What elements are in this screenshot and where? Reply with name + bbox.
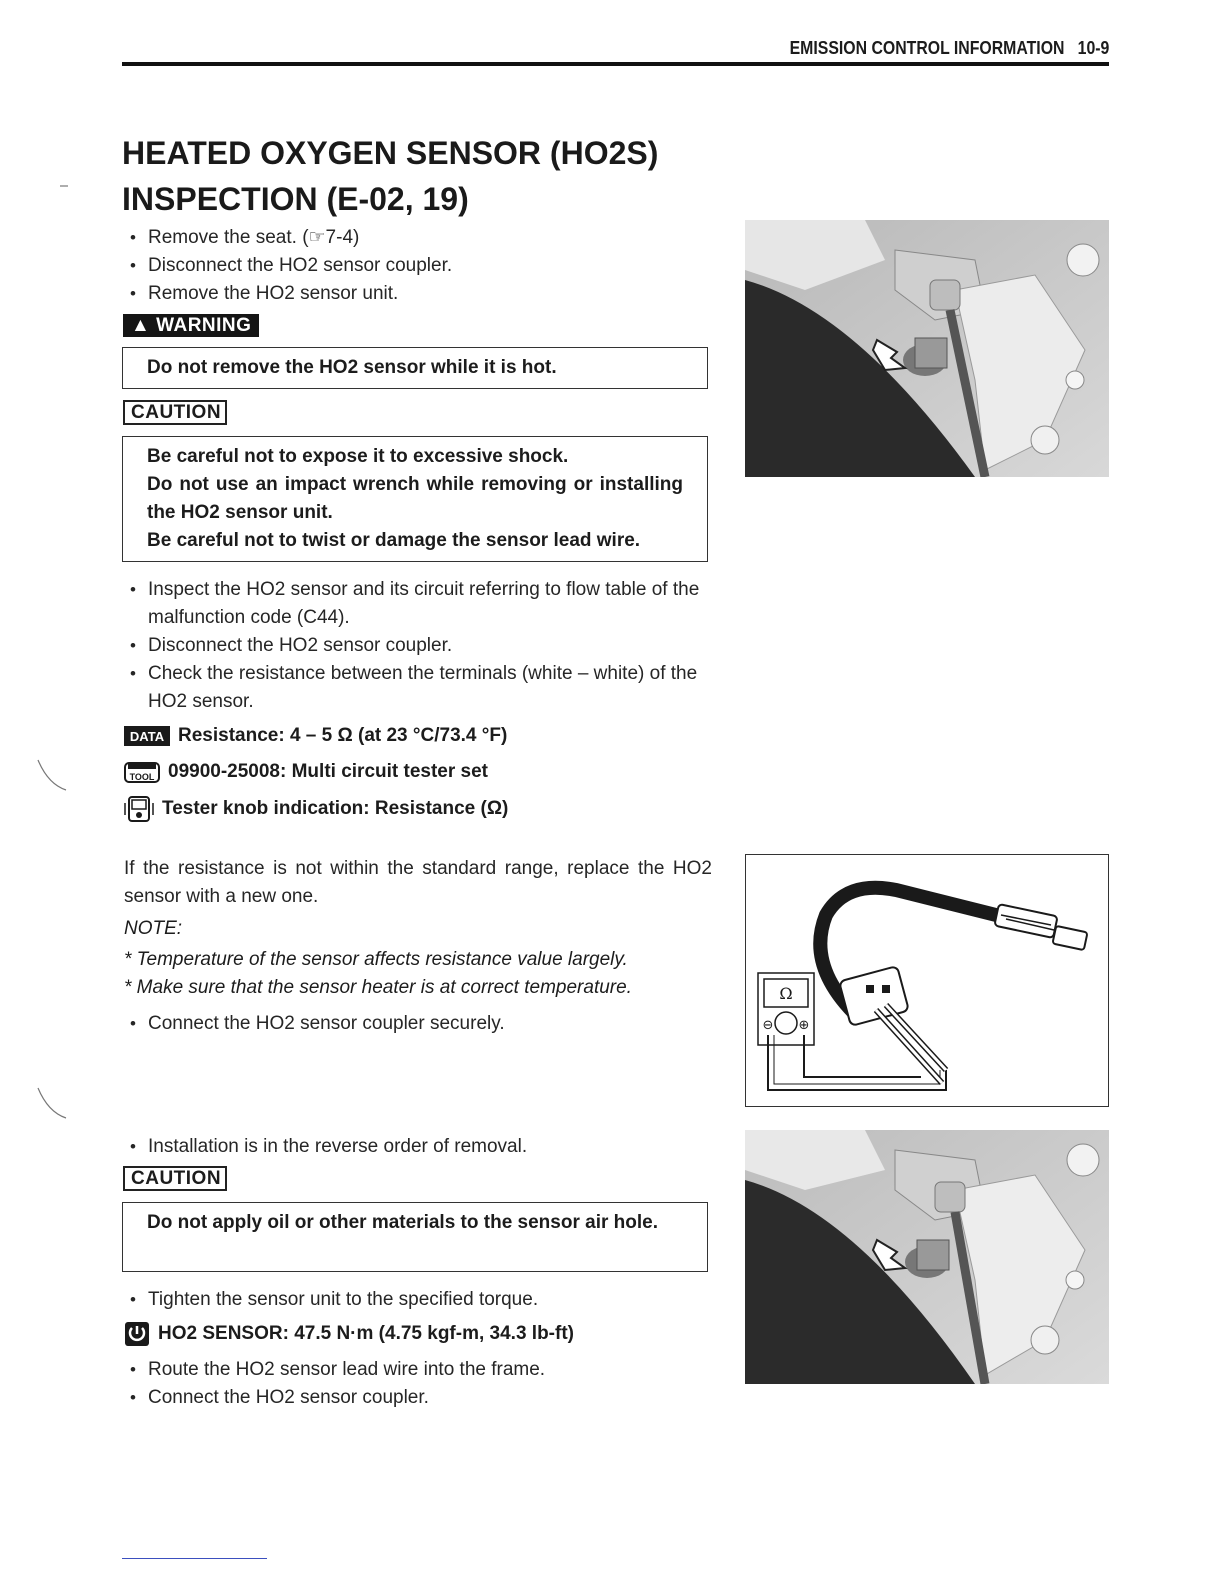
torque-text: HO2 SENSOR: 47.5 N·m (4.75 kgf-m, 34.3 lb-ft) [158, 1323, 574, 1344]
engine-photo-illustration [745, 220, 1109, 477]
knob-text: Tester knob indication: Resistance (Ω) [162, 798, 509, 819]
note-line: * Temperature of the sensor affects resistance value largely. [124, 949, 628, 970]
caution-box [122, 436, 708, 562]
title-line-1: HEATED OXYGEN SENSOR (HO2S) [122, 135, 659, 171]
caution-label: CAUTION [123, 402, 227, 424]
warning-text: Do not remove the HO2 sensor while it is hot. [147, 357, 557, 378]
final-steps [124, 1356, 704, 1412]
inspection-steps [124, 576, 716, 716]
list-item: • Check the resistance between the terminals (white – white) of the HO2 sensor. [124, 660, 716, 716]
list-item: • Disconnect the HO2 sensor coupler. [124, 632, 716, 660]
note-label: NOTE: [124, 918, 183, 939]
list-item: • Remove the seat. (☞7-4) [124, 224, 704, 252]
list-item: • Tighten the sensor unit to the specified torque. [124, 1286, 704, 1314]
caution-label-2: CAUTION [123, 1168, 227, 1190]
removal-steps [124, 224, 704, 308]
list-item: • Connect the HO2 sensor coupler securely. [124, 1010, 704, 1038]
margin-marks [30, 180, 70, 1140]
replace-paragraph: If the resistance is not within the standard range, replace the HO2 sensor with a new one. [124, 858, 712, 907]
svg-text:TOOL: TOOL [129, 772, 155, 782]
list-item: • Disconnect the HO2 sensor coupler. [124, 252, 704, 280]
torque-spec [124, 1321, 574, 1347]
footer-rule [122, 1558, 267, 1559]
caution-line: Do not use an impact wrench while removing or installing the HO2 sensor unit. [147, 474, 683, 523]
list-item: • Remove the HO2 sensor unit. [124, 280, 704, 308]
title-line-2: INSPECTION (E-02, 19) [122, 181, 469, 217]
install-step [124, 1133, 704, 1161]
ohm-symbol: Ω [779, 984, 793, 1003]
caution-box-2 [122, 1202, 708, 1272]
tester-diagram [745, 854, 1109, 1107]
resistance-text: Resistance: 4 – 5 Ω (at 23 °C/73.4 °F) [178, 725, 508, 746]
caution-line: Be careful not to twist or damage the sensor lead wire. [147, 530, 641, 551]
minus-terminal: ⊖ [762, 1018, 774, 1033]
header-section: EMISSION CONTROL INFORMATION [789, 38, 1065, 58]
sensor-location-photo [745, 220, 1109, 477]
svg-text:DATA: DATA [129, 729, 165, 744]
caution-line: Be careful not to expose it to excessive shock. [147, 446, 569, 467]
header-page-number: 10-9 [1077, 38, 1109, 58]
warning-label: ▲ WARNING [123, 315, 259, 337]
data-icon [124, 724, 170, 748]
page-title [122, 130, 742, 222]
engine-photo-illustration-2 [745, 1130, 1109, 1384]
knob-spec [124, 795, 508, 823]
tester-connection-diagram [746, 855, 1107, 1105]
tester-knob-icon [124, 795, 154, 823]
warning-box [122, 347, 708, 389]
list-item: • Connect the HO2 sensor coupler. [124, 1384, 704, 1412]
note-line: * Make sure that the sensor heater is at correct temperature. [124, 977, 632, 998]
list-item: • Route the HO2 sensor lead wire into the frame. [124, 1356, 704, 1384]
header-rule [122, 62, 1109, 66]
resistance-spec [124, 724, 507, 748]
page-header [789, 38, 1109, 59]
tighten-step [124, 1286, 704, 1314]
warning-triangle-icon: ▲ [131, 315, 151, 336]
tool-spec [124, 760, 488, 784]
list-item: • Installation is in the reverse order of removal. [124, 1133, 704, 1161]
torque-wrench-icon [124, 1321, 150, 1347]
tool-text: 09900-25008: Multi circuit tester set [168, 761, 488, 782]
connect-step [124, 1010, 704, 1038]
caution-text-2: Do not apply oil or other materials to the sensor air hole. [147, 1212, 658, 1233]
tool-icon [124, 760, 160, 784]
list-item: • Inspect the HO2 sensor and its circuit referring to flow table of the malfunction code (C44). [124, 576, 716, 632]
note-lines [124, 946, 724, 1002]
sensor-installation-photo [745, 1130, 1109, 1384]
plus-terminal: ⊕ [798, 1018, 810, 1033]
